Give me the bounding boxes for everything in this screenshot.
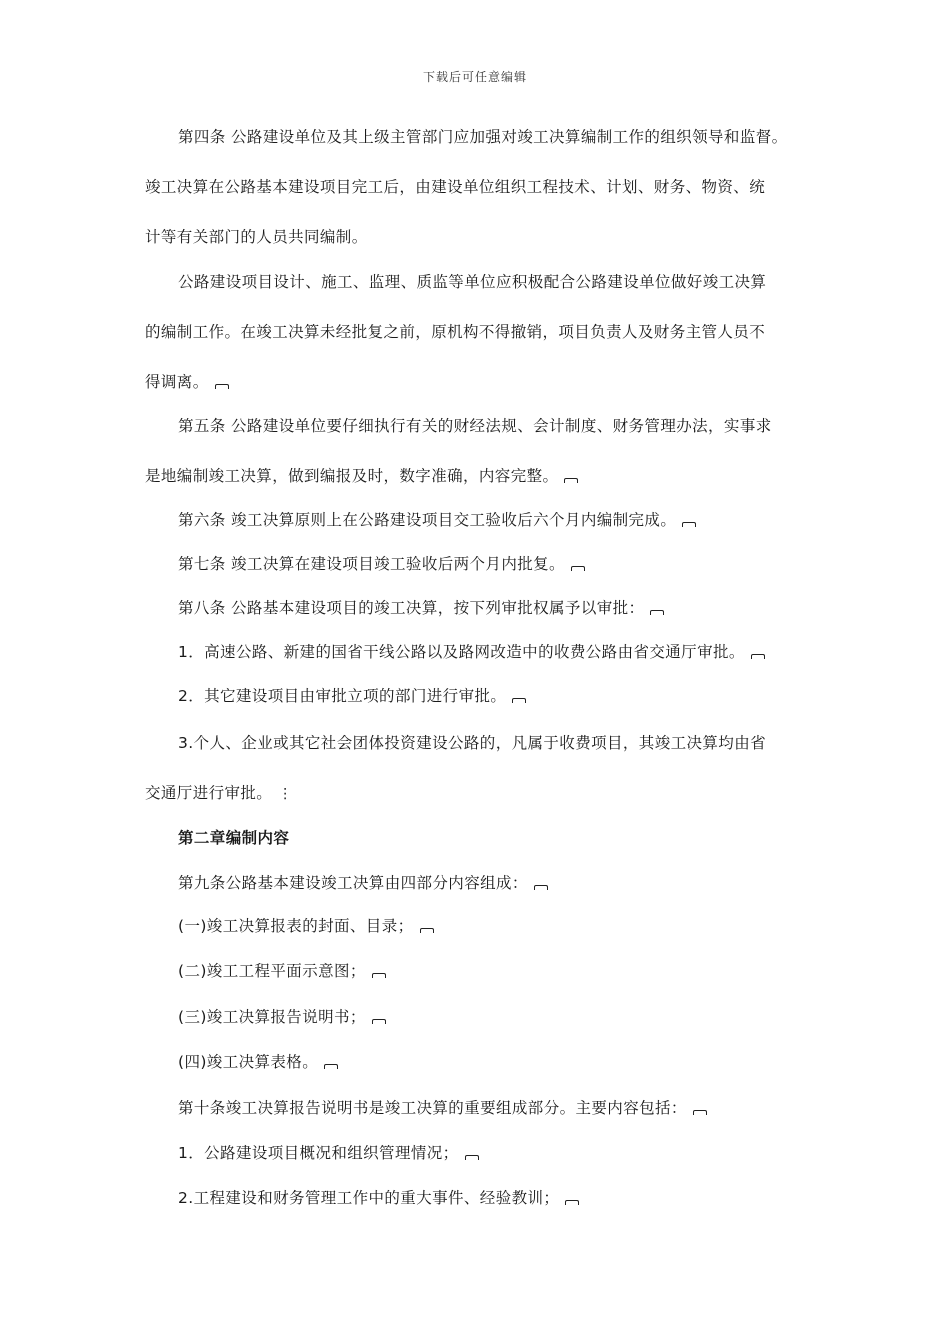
paragraph-coordination-line-1: 公路建设项目设计、施工、监理、质监等单位应积极配合公路建设单位做好竣工决算 xyxy=(178,273,767,291)
paragraph-mark-icon xyxy=(571,566,585,571)
paragraph-mark-icon xyxy=(215,384,229,389)
list-item-1: 1．高速公路、新建的国省干线公路以及路网改造中的收费公路由省交通厅审批。 xyxy=(178,642,765,662)
paragraph-article-4-line-3: 计等有关部门的人员共同编制。 xyxy=(145,228,368,246)
paragraph-article-9: 第九条公路基本建设竣工决算由四部分内容组成： xyxy=(178,873,548,893)
paragraph-mark-icon xyxy=(682,522,696,527)
paragraph-mark-icon xyxy=(565,1200,579,1205)
paragraph-article-10: 第十条竣工决算报告说明书是竣工决算的重要组成部分。主要内容包括： xyxy=(178,1098,707,1118)
list-item-d: (四)竣工决算表格。 xyxy=(178,1052,338,1072)
list-item-a: (一)竣工决算报表的封面、目录； xyxy=(178,916,434,936)
paragraph-mark-icon xyxy=(650,610,664,615)
list-item-2: 2．其它建设项目由审批立项的部门进行审批。 xyxy=(178,686,526,706)
paragraph-article-7: 第七条 竣工决算在建设项目竣工验收后两个月内批复。 xyxy=(178,554,585,574)
paragraph-mark-icon xyxy=(512,698,526,703)
paragraph-article-4-line-1: 第四条 公路建设单位及其上级主管部门应加强对竣工决算编制工作的组织领导和监督。 xyxy=(178,128,788,146)
paragraph-mark-icon xyxy=(751,654,765,659)
paragraph-article-8: 第八条 公路基本建设项目的竣工决算，按下列审批权属予以审批： xyxy=(178,598,664,618)
list-item-3-line-1: 3.个人、企业或其它社会团体投资建设公路的，凡属于收费项目，其竣工决算均由省 xyxy=(178,734,766,752)
list-item-b: (二)竣工工程平面示意图； xyxy=(178,961,386,981)
paragraph-mark-icon xyxy=(693,1110,707,1115)
list-item-c: (三)竣工决算报告说明书； xyxy=(178,1007,386,1027)
paragraph-mark-icon xyxy=(372,973,386,978)
paragraph-mark-icon xyxy=(564,478,578,483)
vertical-ellipsis-icon: ⋮ xyxy=(278,786,293,802)
paragraph-mark-icon xyxy=(372,1019,386,1024)
paragraph-mark-icon xyxy=(465,1155,479,1160)
paragraph-coordination-line-3: 得调离。 xyxy=(145,372,229,392)
paragraph-mark-icon xyxy=(420,928,434,933)
paragraph-article-4-line-2: 竣工决算在公路基本建设项目完工后，由建设单位组织工程技术、计划、财务、物资、统 xyxy=(145,178,766,196)
paragraph-mark-icon xyxy=(534,885,548,890)
paragraph-article-5-line-2: 是地编制竣工决算，做到编报及时，数字准确，内容完整。 xyxy=(145,466,578,486)
chapter-2-heading: 第二章编制内容 xyxy=(178,829,290,847)
paragraph-article-6: 第六条 竣工决算原则上在公路建设项目交工验收后六个月内编制完成。 xyxy=(178,510,696,530)
paragraph-coordination-line-2: 的编制工作。在竣工决算未经批复之前，原机构不得撤销，项目负责人及财务主管人员不 xyxy=(145,323,766,341)
list-item-10-2: 2.工程建设和财务管理工作中的重大事件、经验教训； xyxy=(178,1188,579,1208)
paragraph-article-5-line-1: 第五条 公路建设单位要仔细执行有关的财经法规、会计制度、财务管理办法，实事求 xyxy=(178,417,772,435)
list-item-3-line-2: 交通厅进行审批。 ⋮ xyxy=(145,784,293,802)
page-header: 下载后可任意编辑 xyxy=(422,70,527,84)
list-item-10-1: 1．公路建设项目概况和组织管理情况； xyxy=(178,1143,479,1163)
paragraph-mark-icon xyxy=(324,1064,338,1069)
